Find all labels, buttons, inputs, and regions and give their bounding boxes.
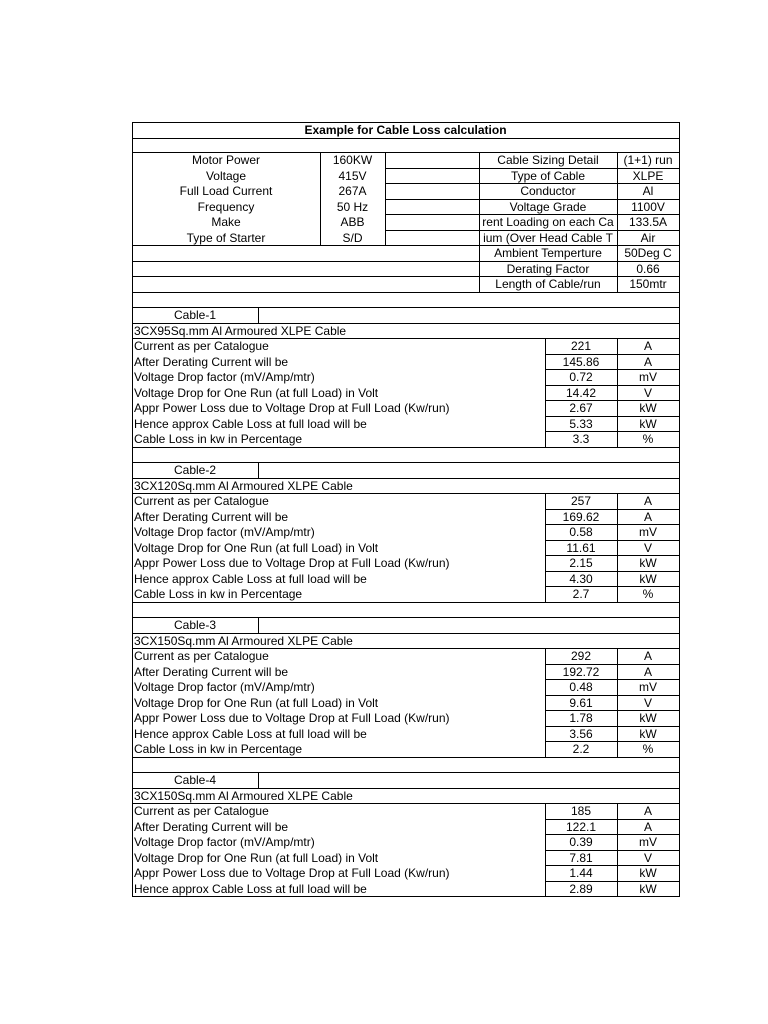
calc-row-value: 3.3 (572, 432, 590, 446)
grid-line-v (385, 152, 386, 246)
calc-row-value: 1.44 (569, 866, 593, 880)
cable-detail-value: (1+1) run (623, 153, 673, 167)
cable-detail-value: 1100V (631, 200, 665, 214)
calc-row-label: After Derating Current will be (134, 355, 289, 369)
cable-detail-value: XLPE (632, 169, 664, 183)
cable-detail-label: Type of Cable (510, 169, 586, 183)
calc-row-label: Voltage Drop factor (mV/Amp/mtr) (134, 680, 315, 694)
calc-row-unit: mV (639, 680, 657, 694)
motor-detail-label: Frequency (197, 200, 255, 214)
calc-row-label: Hence approx Cable Loss at full load will be (134, 727, 367, 741)
calc-row-value: 145.86 (562, 355, 600, 369)
grid-line-v (545, 338, 546, 448)
grid-line-v (258, 617, 259, 634)
calc-row-unit: A (643, 649, 652, 663)
motor-detail-value: 267A (338, 184, 367, 198)
grid-line-v (617, 803, 618, 897)
calc-row-label: Current as per Catalogue (134, 649, 269, 663)
sheet-title: Example for Cable Loss calculation (304, 123, 507, 137)
grid-line-v (258, 307, 259, 324)
cable-detail-label: Length of Cable/run (495, 277, 601, 291)
calc-row-label: Cable Loss in kw in Percentage (134, 742, 303, 756)
grid-line-v (679, 122, 680, 897)
calc-row-value: 185 (570, 804, 592, 818)
motor-detail-value: 160KW (332, 153, 373, 167)
cable-detail-value: 0.66 (636, 262, 660, 276)
calc-row-value: 2.2 (572, 742, 590, 756)
calc-row-value: 3.56 (569, 727, 593, 741)
calc-row-value: 14.42 (565, 386, 597, 400)
calc-row-value: 1.78 (569, 711, 593, 725)
calc-row-value: 2.7 (572, 587, 590, 601)
calc-row-label: After Derating Current will be (134, 510, 289, 524)
calc-row-unit: mV (639, 525, 657, 539)
cable-section-desc: 3CX95Sq.mm Al Armoured XLPE Cable (134, 324, 347, 338)
calc-row-value: 0.39 (569, 835, 593, 849)
motor-detail-label: Make (211, 215, 241, 229)
grid-line-h (132, 757, 680, 758)
calc-row-unit: kW (639, 401, 657, 415)
motor-detail-value: ABB (340, 215, 365, 229)
motor-detail-label: Full Load Current (179, 184, 273, 198)
calc-row-label: Appr Power Loss due to Voltage Drop at Full Load (Kw/run) (134, 866, 450, 880)
grid-line-h (132, 896, 680, 897)
calc-row-label: Current as per Catalogue (134, 339, 269, 353)
grid-line-v (258, 462, 259, 479)
cable-detail-label: Voltage Grade (509, 200, 587, 214)
calc-row-unit: A (643, 804, 652, 818)
cable-detail-label: Derating Factor (506, 262, 590, 276)
calc-row-unit: kW (639, 711, 657, 725)
calc-row-value: 2.89 (569, 882, 593, 896)
calc-row-label: Current as per Catalogue (134, 804, 269, 818)
motor-detail-value: 415V (338, 169, 367, 183)
calc-row-value: 122.1 (565, 820, 597, 834)
calc-row-label: Current as per Catalogue (134, 494, 269, 508)
calc-row-unit: kW (639, 417, 657, 431)
grid-line-v (617, 493, 618, 603)
calc-row-unit: A (643, 665, 652, 679)
calc-row-unit: % (642, 742, 654, 756)
calc-row-value: 257 (570, 494, 592, 508)
calc-row-label: Voltage Drop for One Run (at full Load) in Volt (134, 851, 379, 865)
grid-line-h (132, 602, 680, 603)
calc-row-unit: V (643, 386, 652, 400)
cable-detail-label: ium (Over Head Cable T (483, 231, 613, 245)
calc-row-value: 7.81 (569, 851, 593, 865)
calc-row-value: 192.72 (562, 665, 600, 679)
grid-line-h (132, 447, 680, 448)
cable-section-desc: 3CX150Sq.mm Al Armoured XLPE Cable (134, 789, 353, 803)
calc-row-label: Cable Loss in kw in Percentage (134, 587, 303, 601)
cable-detail-label: Cable Sizing Detail (497, 153, 599, 167)
calc-row-value: 5.33 (569, 417, 593, 431)
grid-line-v (617, 338, 618, 448)
calc-row-unit: % (642, 587, 654, 601)
calc-row-label: Appr Power Loss due to Voltage Drop at Full Load (Kw/run) (134, 401, 450, 415)
grid-line-v (258, 772, 259, 789)
calc-row-value: 11.61 (566, 541, 596, 555)
calc-row-label: Voltage Drop for One Run (at full Load) in Volt (134, 386, 379, 400)
calc-row-label: Voltage Drop for One Run (at full Load) in Volt (134, 541, 379, 555)
grid-line-v (545, 648, 546, 758)
cable-detail-value: 50Deg C (624, 246, 672, 260)
calc-row-unit: V (643, 541, 652, 555)
motor-detail-label: Motor Power (191, 153, 261, 167)
calc-row-unit: mV (639, 370, 657, 384)
cable-section-name: Cable-1 (173, 308, 217, 322)
calc-row-label: Hence approx Cable Loss at full load will be (134, 572, 367, 586)
cable-detail-label: Ambient Temperture (494, 246, 602, 260)
cable-detail-label: Conductor (520, 184, 576, 198)
calc-row-value: 2.15 (569, 556, 593, 570)
calc-row-value: 221 (570, 339, 592, 353)
calc-row-unit: kW (639, 727, 657, 741)
grid-line-v (617, 648, 618, 758)
cable-detail-label: rent Loading on each Ca (482, 215, 614, 229)
calc-row-label: Voltage Drop factor (mV/Amp/mtr) (134, 835, 315, 849)
cable-detail-value: Al (642, 184, 654, 198)
grid-line-v (132, 122, 133, 897)
calc-row-value: 2.67 (569, 401, 593, 415)
calc-row-unit: A (643, 510, 652, 524)
calc-row-label: Voltage Drop factor (mV/Amp/mtr) (134, 525, 315, 539)
calc-row-value: 0.72 (569, 370, 593, 384)
calc-row-unit: A (643, 820, 652, 834)
calc-row-unit: kW (639, 866, 657, 880)
calc-row-value: 0.48 (569, 680, 593, 694)
motor-detail-label: Type of Starter (186, 231, 266, 245)
calc-row-unit: kW (639, 556, 657, 570)
motor-detail-label: Voltage (205, 169, 247, 183)
calc-row-unit: % (642, 432, 654, 446)
calc-row-unit: mV (639, 835, 657, 849)
calc-row-unit: V (643, 696, 652, 710)
calc-row-value: 292 (570, 649, 592, 663)
calc-row-value: 4.30 (569, 572, 593, 586)
calc-row-unit: V (643, 851, 652, 865)
grid-line-v (545, 803, 546, 897)
calc-row-value: 9.61 (569, 696, 593, 710)
cable-section-name: Cable-4 (173, 773, 217, 787)
calc-row-label: Cable Loss in kw in Percentage (134, 432, 303, 446)
grid-line-v (545, 493, 546, 603)
calc-row-label: Appr Power Loss due to Voltage Drop at Full Load (Kw/run) (134, 711, 450, 725)
cable-section-name: Cable-3 (173, 618, 217, 632)
cable-section-desc: 3CX150Sq.mm Al Armoured XLPE Cable (134, 634, 353, 648)
calc-row-unit: A (643, 355, 652, 369)
calc-row-label: After Derating Current will be (134, 820, 289, 834)
motor-detail-value: 50 Hz (336, 200, 369, 214)
calc-row-label: Hence approx Cable Loss at full load will be (134, 882, 367, 896)
calc-row-unit: kW (639, 882, 657, 896)
calc-row-value: 169.62 (562, 510, 600, 524)
cable-section-name: Cable-2 (173, 463, 217, 477)
calc-row-label: After Derating Current will be (134, 665, 289, 679)
calc-row-value: 0.58 (569, 525, 593, 539)
calc-row-unit: A (643, 494, 652, 508)
calc-row-unit: kW (639, 572, 657, 586)
calc-row-label: Hence approx Cable Loss at full load will be (134, 417, 367, 431)
cable-detail-value: 150mtr (629, 277, 667, 291)
calc-row-label: Appr Power Loss due to Voltage Drop at Full Load (Kw/run) (134, 556, 450, 570)
calc-row-label: Voltage Drop factor (mV/Amp/mtr) (134, 370, 315, 384)
cable-detail-value: Air (640, 231, 656, 245)
calc-row-label: Voltage Drop for One Run (at full Load) in Volt (134, 696, 379, 710)
calc-row-unit: A (643, 339, 652, 353)
motor-detail-value: S/D (342, 231, 363, 245)
cable-detail-value: 133.5A (628, 215, 668, 229)
cable-section-desc: 3CX120Sq.mm Al Armoured XLPE Cable (134, 479, 353, 493)
